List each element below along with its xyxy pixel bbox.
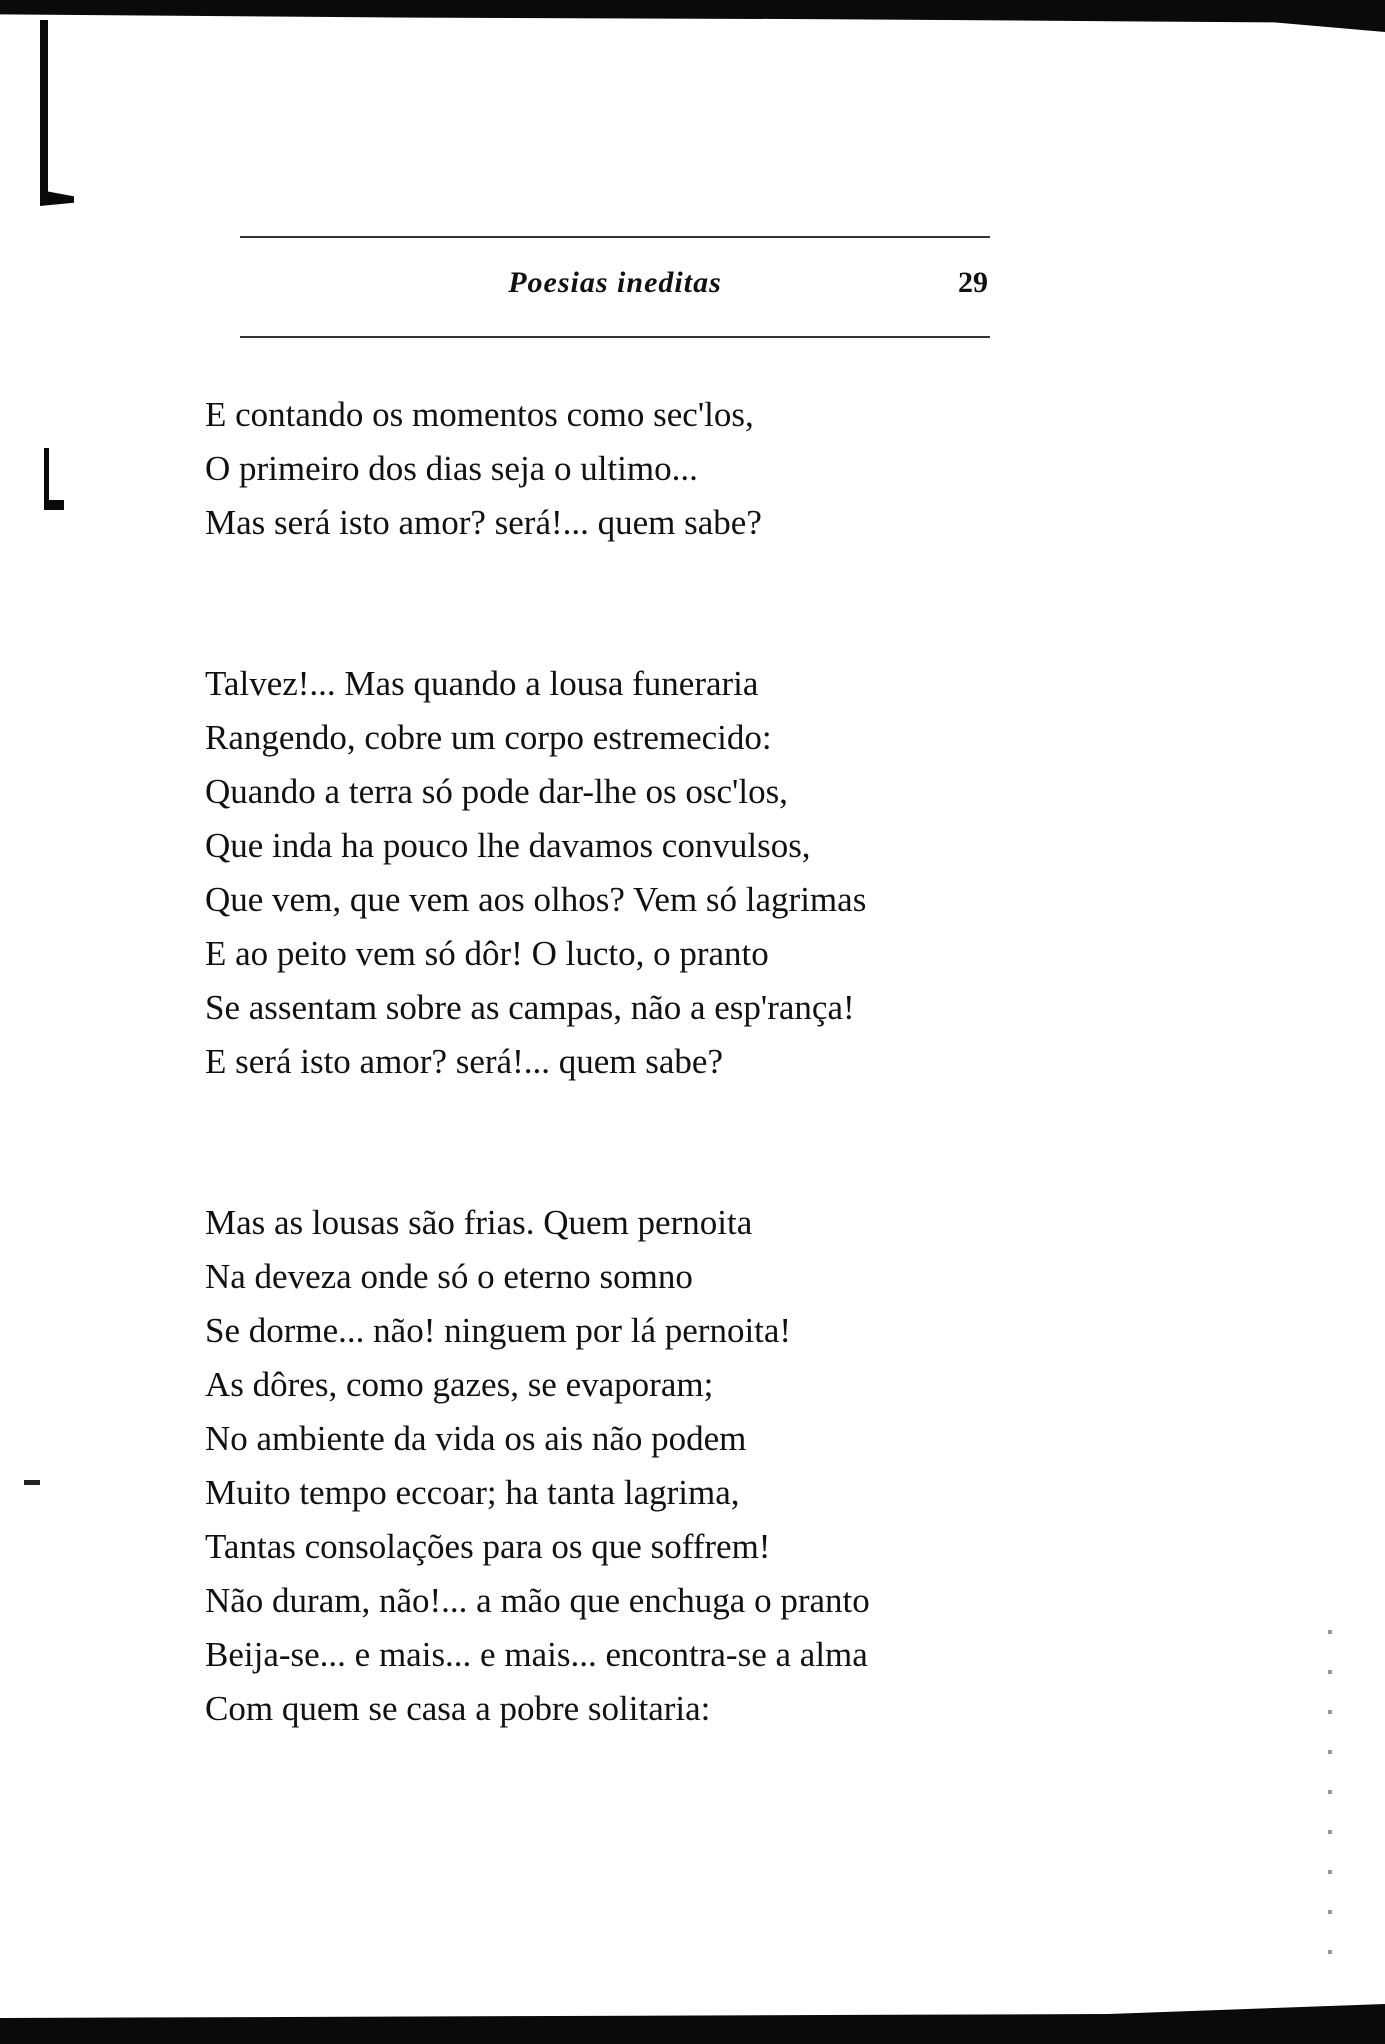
scan-top-border: [0, 0, 1385, 32]
scan-left-mark: [44, 448, 49, 508]
verse-line: E contando os momentos como sec'los,: [205, 395, 754, 434]
running-title: Poesias ineditas: [508, 266, 722, 299]
verse-line: Beija-se... e mais... e mais... encontra-se a alma: [205, 1635, 868, 1674]
scan-left-mark: [24, 1480, 40, 1485]
verse-line: Na deveza onde só o eterno somno: [205, 1257, 693, 1296]
stanza: [205, 1196, 1215, 1736]
scan-bottom-border: [0, 2004, 1385, 2044]
verse-line: Não duram, não!... a mão que enchuga o pranto: [205, 1581, 870, 1620]
scan-left-mark: [40, 190, 74, 206]
verse-line: Mas as lousas são frias. Quem pernoita: [205, 1203, 753, 1242]
verse-line: E será isto amor? será!... quem sabe?: [205, 1042, 723, 1081]
verse-line: No ambiente da vida os ais não podem: [205, 1419, 747, 1458]
verse-line: Rangendo, cobre um corpo estremecido:: [205, 718, 772, 757]
header-rule-bottom: [240, 336, 990, 338]
header-rule-top: [240, 236, 990, 238]
scan-left-mark: [40, 20, 48, 200]
verse-line: Talvez!... Mas quando a lousa funeraria: [205, 664, 759, 703]
verse-line: Com quem se casa a pobre solitaria:: [205, 1689, 711, 1728]
verse-line: Que vem, que vem aos olhos? Vem só lagrimas: [205, 880, 867, 919]
verse-line: Quando a terra só pode dar-lhe os osc'los,: [205, 772, 788, 811]
verse-line: O primeiro dos dias seja o ultimo...: [205, 449, 698, 488]
verse-line: As dôres, como gazes, se evaporam;: [205, 1365, 714, 1404]
verse-line: Mas será isto amor? será!... quem sabe?: [205, 503, 762, 542]
stanza: [205, 657, 1215, 1089]
verse-line: E ao peito vem só dôr! O lucto, o pranto: [205, 934, 769, 973]
verse-line: Tantas consolações para os que soffrem!: [205, 1527, 771, 1566]
verse-line: Muito tempo eccoar; ha tanta lagrima,: [205, 1473, 740, 1512]
verse-line: Se dorme... não! ninguem por lá pernoita!: [205, 1311, 792, 1350]
scan-left-mark: [44, 500, 64, 510]
verse-line: Se assentam sobre as campas, não a esp'rança!: [205, 988, 855, 1027]
scan-right-dots: [1328, 1630, 1332, 1990]
poem-body: [205, 388, 1215, 1736]
page-number: 29: [958, 266, 988, 299]
verse-line: Que inda ha pouco lhe davamos convulsos,: [205, 826, 811, 865]
stanza: [205, 388, 1215, 550]
